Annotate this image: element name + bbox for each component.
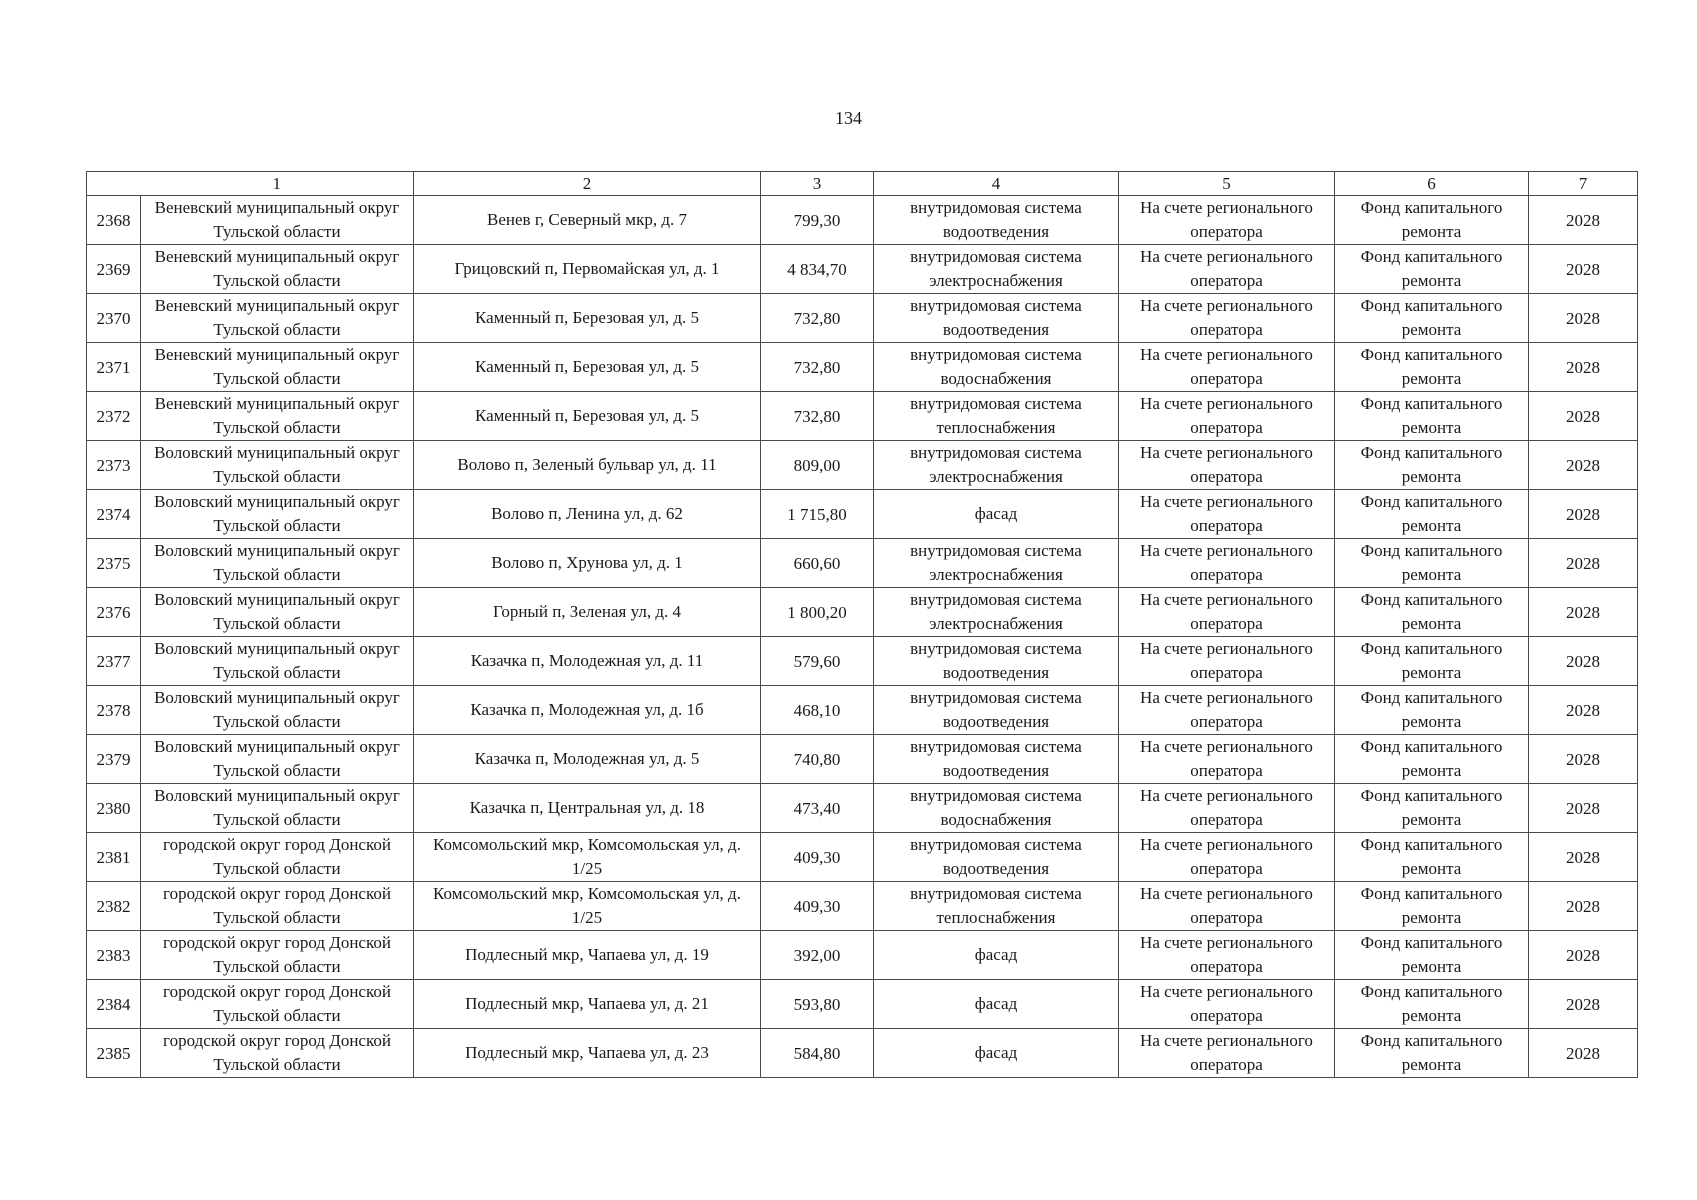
district-cell: Воловский муниципальный округ Тульской области bbox=[141, 490, 414, 539]
row-number-cell: 2369 bbox=[87, 245, 141, 294]
area-cell: 473,40 bbox=[761, 784, 874, 833]
account-cell: На счете регионального оператора bbox=[1119, 294, 1335, 343]
area-cell: 468,10 bbox=[761, 686, 874, 735]
work-type-cell: внутридомовая система водоотведения bbox=[874, 294, 1119, 343]
fund-cell: Фонд капитального ремонта bbox=[1335, 245, 1529, 294]
fund-cell: Фонд капитального ремонта bbox=[1335, 637, 1529, 686]
account-cell: На счете регионального оператора bbox=[1119, 343, 1335, 392]
table-row bbox=[87, 245, 1638, 294]
table-row bbox=[87, 343, 1638, 392]
district-cell: городской округ город Донской Тульской области bbox=[141, 980, 414, 1029]
district-cell: Веневский муниципальный округ Тульской области bbox=[141, 294, 414, 343]
work-type-cell: фасад bbox=[874, 1029, 1119, 1078]
row-number-cell: 2377 bbox=[87, 637, 141, 686]
table-row bbox=[87, 1029, 1638, 1078]
column-number-header-row bbox=[87, 172, 1638, 196]
work-type-cell: фасад bbox=[874, 931, 1119, 980]
address-cell: Казачка п, Центральная ул, д. 18 bbox=[414, 784, 761, 833]
fund-cell: Фонд капитального ремонта bbox=[1335, 833, 1529, 882]
table-row bbox=[87, 784, 1638, 833]
account-cell: На счете регионального оператора bbox=[1119, 735, 1335, 784]
account-cell: На счете регионального оператора bbox=[1119, 686, 1335, 735]
area-cell: 740,80 bbox=[761, 735, 874, 784]
year-cell: 2028 bbox=[1529, 735, 1638, 784]
district-cell: городской округ город Донской Тульской области bbox=[141, 931, 414, 980]
header-cell-col-7: 7 bbox=[1529, 172, 1638, 196]
address-cell: Горный п, Зеленая ул, д. 4 bbox=[414, 588, 761, 637]
address-cell: Казачка п, Молодежная ул, д. 1б bbox=[414, 686, 761, 735]
row-number-cell: 2378 bbox=[87, 686, 141, 735]
year-cell: 2028 bbox=[1529, 294, 1638, 343]
district-cell: Воловский муниципальный округ Тульской области bbox=[141, 588, 414, 637]
address-cell: Венев г, Северный мкр, д. 7 bbox=[414, 196, 761, 245]
table-row bbox=[87, 392, 1638, 441]
row-number-cell: 2379 bbox=[87, 735, 141, 784]
area-cell: 409,30 bbox=[761, 882, 874, 931]
area-cell: 4 834,70 bbox=[761, 245, 874, 294]
district-cell: Веневский муниципальный округ Тульской области bbox=[141, 245, 414, 294]
table-row bbox=[87, 637, 1638, 686]
address-cell: Подлесный мкр, Чапаева ул, д. 19 bbox=[414, 931, 761, 980]
work-type-cell: внутридомовая система теплоснабжения bbox=[874, 882, 1119, 931]
district-cell: городской округ город Донской Тульской области bbox=[141, 833, 414, 882]
district-cell: Веневский муниципальный округ Тульской области bbox=[141, 343, 414, 392]
table-row bbox=[87, 931, 1638, 980]
area-cell: 732,80 bbox=[761, 294, 874, 343]
fund-cell: Фонд капитального ремонта bbox=[1335, 343, 1529, 392]
area-cell: 579,60 bbox=[761, 637, 874, 686]
work-type-cell: внутридомовая система водоотведения bbox=[874, 735, 1119, 784]
fund-cell: Фонд капитального ремонта bbox=[1335, 882, 1529, 931]
address-cell: Волово п, Зеленый бульвар ул, д. 11 bbox=[414, 441, 761, 490]
address-cell: Каменный п, Березовая ул, д. 5 bbox=[414, 294, 761, 343]
area-cell: 660,60 bbox=[761, 539, 874, 588]
district-cell: Воловский муниципальный округ Тульской области bbox=[141, 637, 414, 686]
work-type-cell: фасад bbox=[874, 980, 1119, 1029]
row-number-cell: 2385 bbox=[87, 1029, 141, 1078]
area-cell: 1 715,80 bbox=[761, 490, 874, 539]
header-cell-blank bbox=[87, 172, 141, 196]
page-number: 134 bbox=[835, 108, 862, 128]
year-cell: 2028 bbox=[1529, 343, 1638, 392]
fund-cell: Фонд капитального ремонта bbox=[1335, 980, 1529, 1029]
year-cell: 2028 bbox=[1529, 980, 1638, 1029]
row-number-cell: 2370 bbox=[87, 294, 141, 343]
work-type-cell: внутридомовая система водоснабжения bbox=[874, 784, 1119, 833]
table-row bbox=[87, 735, 1638, 784]
fund-cell: Фонд капитального ремонта bbox=[1335, 588, 1529, 637]
account-cell: На счете регионального оператора bbox=[1119, 833, 1335, 882]
address-cell: Подлесный мкр, Чапаева ул, д. 23 bbox=[414, 1029, 761, 1078]
work-type-cell: внутридомовая система теплоснабжения bbox=[874, 392, 1119, 441]
address-cell: Казачка п, Молодежная ул, д. 5 bbox=[414, 735, 761, 784]
account-cell: На счете регионального оператора bbox=[1119, 539, 1335, 588]
header-cell-col-5: 5 bbox=[1119, 172, 1335, 196]
account-cell: На счете регионального оператора bbox=[1119, 784, 1335, 833]
address-cell: Каменный п, Березовая ул, д. 5 bbox=[414, 343, 761, 392]
account-cell: На счете регионального оператора bbox=[1119, 980, 1335, 1029]
year-cell: 2028 bbox=[1529, 196, 1638, 245]
work-type-cell: внутридомовая система водоснабжения bbox=[874, 343, 1119, 392]
fund-cell: Фонд капитального ремонта bbox=[1335, 686, 1529, 735]
district-cell: Веневский муниципальный округ Тульской области bbox=[141, 392, 414, 441]
work-type-cell: внутридомовая система водоотведения bbox=[874, 637, 1119, 686]
row-number-cell: 2368 bbox=[87, 196, 141, 245]
table-row bbox=[87, 588, 1638, 637]
work-type-cell: фасад bbox=[874, 490, 1119, 539]
year-cell: 2028 bbox=[1529, 637, 1638, 686]
header-cell-col-3: 3 bbox=[761, 172, 874, 196]
district-cell: Воловский муниципальный округ Тульской области bbox=[141, 441, 414, 490]
area-cell: 799,30 bbox=[761, 196, 874, 245]
fund-cell: Фонд капитального ремонта bbox=[1335, 196, 1529, 245]
row-number-cell: 2374 bbox=[87, 490, 141, 539]
work-type-cell: внутридомовая система электроснабжения bbox=[874, 588, 1119, 637]
area-cell: 732,80 bbox=[761, 392, 874, 441]
year-cell: 2028 bbox=[1529, 588, 1638, 637]
area-cell: 809,00 bbox=[761, 441, 874, 490]
table-row bbox=[87, 882, 1638, 931]
register-body bbox=[87, 196, 1638, 1078]
year-cell: 2028 bbox=[1529, 833, 1638, 882]
district-cell: Воловский муниципальный округ Тульской области bbox=[141, 784, 414, 833]
year-cell: 2028 bbox=[1529, 441, 1638, 490]
account-cell: На счете регионального оператора bbox=[1119, 1029, 1335, 1078]
year-cell: 2028 bbox=[1529, 686, 1638, 735]
table-row bbox=[87, 490, 1638, 539]
row-number-cell: 2376 bbox=[87, 588, 141, 637]
address-cell: Казачка п, Молодежная ул, д. 11 bbox=[414, 637, 761, 686]
area-cell: 409,30 bbox=[761, 833, 874, 882]
work-type-cell: внутридомовая система электроснабжения bbox=[874, 441, 1119, 490]
table-row bbox=[87, 441, 1638, 490]
year-cell: 2028 bbox=[1529, 392, 1638, 441]
address-cell: Волово п, Ленина ул, д. 62 bbox=[414, 490, 761, 539]
fund-cell: Фонд капитального ремонта bbox=[1335, 294, 1529, 343]
address-cell: Каменный п, Березовая ул, д. 5 bbox=[414, 392, 761, 441]
fund-cell: Фонд капитального ремонта bbox=[1335, 931, 1529, 980]
address-cell: Комсомольский мкр, Комсомольская ул, д. 1/25 bbox=[414, 833, 761, 882]
account-cell: На счете регионального оператора bbox=[1119, 882, 1335, 931]
address-cell: Волово п, Хрунова ул, д. 1 bbox=[414, 539, 761, 588]
district-cell: Воловский муниципальный округ Тульской области bbox=[141, 539, 414, 588]
account-cell: На счете регионального оператора bbox=[1119, 245, 1335, 294]
fund-cell: Фонд капитального ремонта bbox=[1335, 735, 1529, 784]
header-cell-col-6: 6 bbox=[1335, 172, 1529, 196]
table-row bbox=[87, 294, 1638, 343]
fund-cell: Фонд капитального ремонта bbox=[1335, 539, 1529, 588]
fund-cell: Фонд капитального ремонта bbox=[1335, 784, 1529, 833]
account-cell: На счете регионального оператора bbox=[1119, 637, 1335, 686]
table-row bbox=[87, 833, 1638, 882]
account-cell: На счете регионального оператора bbox=[1119, 490, 1335, 539]
row-number-cell: 2375 bbox=[87, 539, 141, 588]
work-type-cell: внутридомовая система водоотведения bbox=[874, 833, 1119, 882]
header-cell-col-4: 4 bbox=[874, 172, 1119, 196]
year-cell: 2028 bbox=[1529, 245, 1638, 294]
account-cell: На счете регионального оператора bbox=[1119, 588, 1335, 637]
account-cell: На счете регионального оператора bbox=[1119, 931, 1335, 980]
table-row bbox=[87, 539, 1638, 588]
row-number-cell: 2382 bbox=[87, 882, 141, 931]
area-cell: 392,00 bbox=[761, 931, 874, 980]
district-cell: городской округ город Донской Тульской области bbox=[141, 882, 414, 931]
address-cell: Грицовский п, Первомайская ул, д. 1 bbox=[414, 245, 761, 294]
address-cell: Комсомольский мкр, Комсомольская ул, д. 1/25 bbox=[414, 882, 761, 931]
row-number-cell: 2373 bbox=[87, 441, 141, 490]
work-type-cell: внутридомовая система водоотведения bbox=[874, 686, 1119, 735]
year-cell: 2028 bbox=[1529, 490, 1638, 539]
table-row bbox=[87, 980, 1638, 1029]
work-type-cell: внутридомовая система водоотведения bbox=[874, 196, 1119, 245]
fund-cell: Фонд капитального ремонта bbox=[1335, 490, 1529, 539]
header-cell-col-2: 2 bbox=[414, 172, 761, 196]
row-number-cell: 2381 bbox=[87, 833, 141, 882]
account-cell: На счете регионального оператора bbox=[1119, 196, 1335, 245]
table-row bbox=[87, 686, 1638, 735]
row-number-cell: 2372 bbox=[87, 392, 141, 441]
row-number-cell: 2380 bbox=[87, 784, 141, 833]
header-cell-col-1: 1 bbox=[141, 172, 414, 196]
fund-cell: Фонд капитального ремонта bbox=[1335, 392, 1529, 441]
row-number-cell: 2383 bbox=[87, 931, 141, 980]
fund-cell: Фонд капитального ремонта bbox=[1335, 1029, 1529, 1078]
account-cell: На счете регионального оператора bbox=[1119, 392, 1335, 441]
address-cell: Подлесный мкр, Чапаева ул, д. 21 bbox=[414, 980, 761, 1029]
work-type-cell: внутридомовая система электроснабжения bbox=[874, 539, 1119, 588]
district-cell: Веневский муниципальный округ Тульской области bbox=[141, 196, 414, 245]
fund-cell: Фонд капитального ремонта bbox=[1335, 441, 1529, 490]
account-cell: На счете регионального оператора bbox=[1119, 441, 1335, 490]
area-cell: 593,80 bbox=[761, 980, 874, 1029]
year-cell: 2028 bbox=[1529, 539, 1638, 588]
year-cell: 2028 bbox=[1529, 784, 1638, 833]
repair-register-table bbox=[86, 171, 1638, 1078]
district-cell: Воловский муниципальный округ Тульской области bbox=[141, 735, 414, 784]
area-cell: 732,80 bbox=[761, 343, 874, 392]
district-cell: Воловский муниципальный округ Тульской области bbox=[141, 686, 414, 735]
district-cell: городской округ город Донской Тульской области bbox=[141, 1029, 414, 1078]
year-cell: 2028 bbox=[1529, 931, 1638, 980]
row-number-cell: 2371 bbox=[87, 343, 141, 392]
row-number-cell: 2384 bbox=[87, 980, 141, 1029]
area-cell: 584,80 bbox=[761, 1029, 874, 1078]
year-cell: 2028 bbox=[1529, 882, 1638, 931]
area-cell: 1 800,20 bbox=[761, 588, 874, 637]
table-row bbox=[87, 196, 1638, 245]
work-type-cell: внутридомовая система электроснабжения bbox=[874, 245, 1119, 294]
year-cell: 2028 bbox=[1529, 1029, 1638, 1078]
